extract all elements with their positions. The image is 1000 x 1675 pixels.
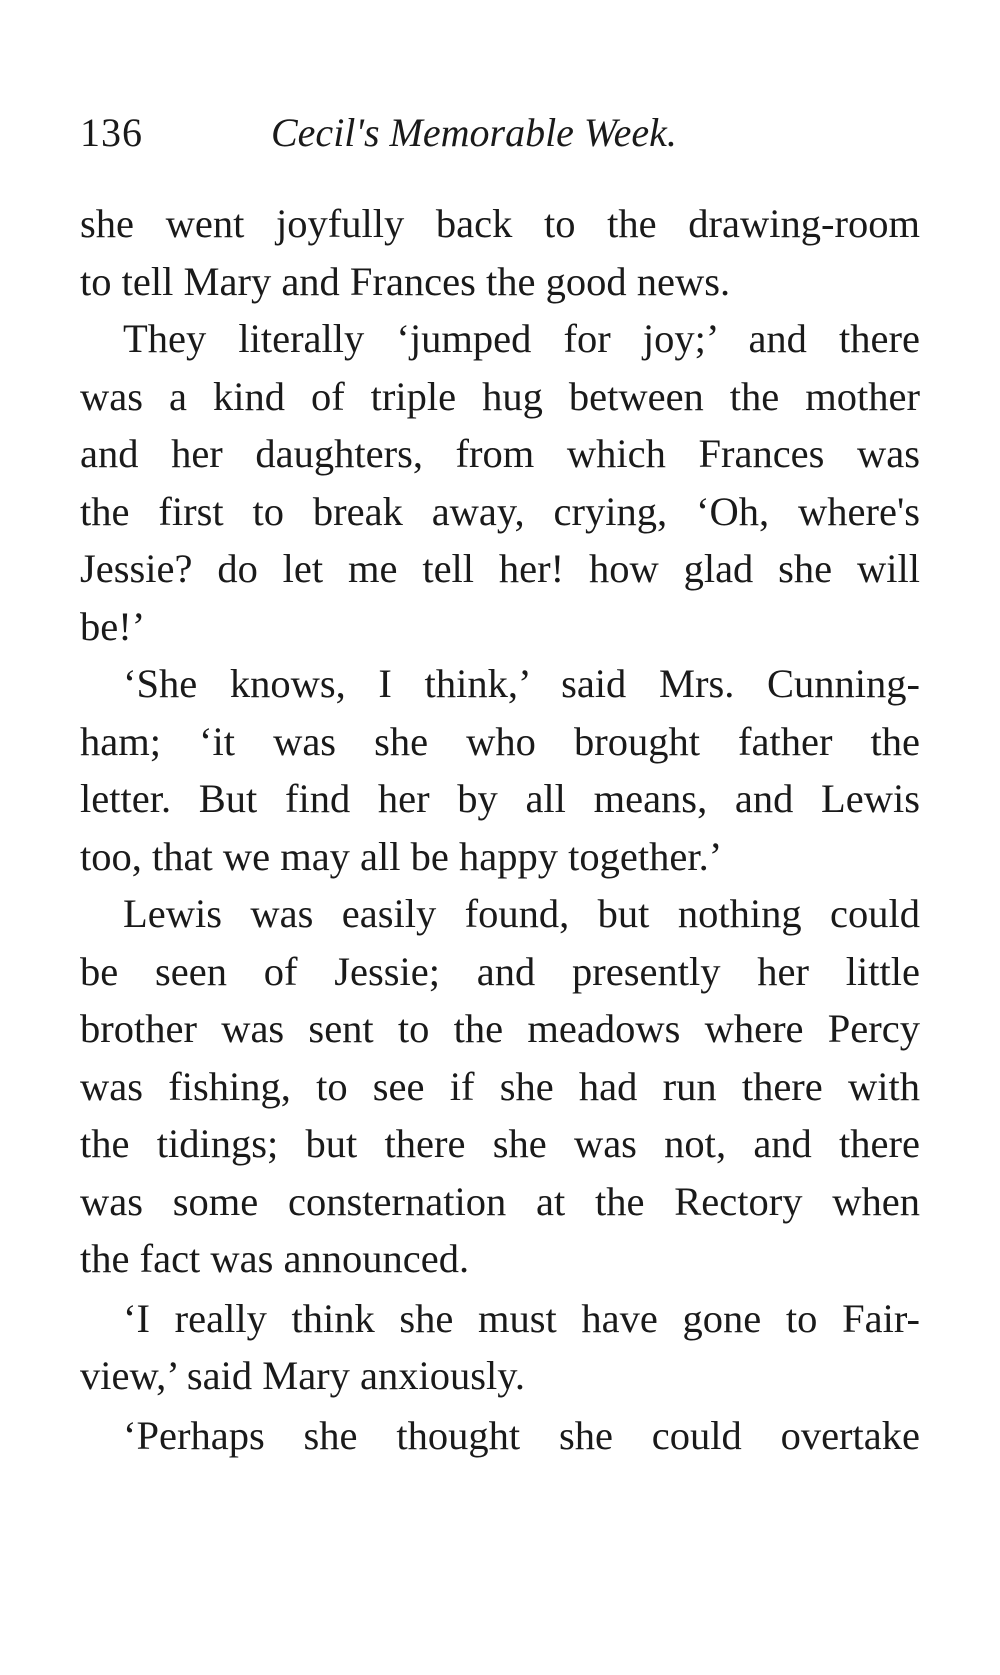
text-line: Lewis was easily found, but nothing could (123, 891, 920, 936)
text-line: the tidings; but there she was not, and there (80, 1121, 920, 1166)
body-text (80, 195, 920, 1464)
text-line: was fishing, to see if she had run there with (80, 1063, 920, 1109)
text-line: ‘I really think she must have gone to Fair- (123, 1295, 920, 1341)
page-number: 136 (80, 110, 143, 155)
text-line: ‘She knows, I think,’ said Mrs. Cunning- (123, 661, 920, 706)
running-head (80, 108, 920, 158)
text-line: and her daughters, from which Frances was (80, 431, 920, 476)
text-line: was a kind of triple hug between the mother (80, 373, 920, 419)
text-line: to tell Mary and Frances the good news. (80, 258, 731, 304)
text-line: too, that we may all be happy together.’ (80, 833, 723, 879)
text-line: view,’ said Mary anxiously. (80, 1353, 526, 1398)
text-line: They literally ‘jumped for joy;’ and there (123, 316, 920, 361)
running-title: Cecil's Memorable Week. (271, 110, 677, 155)
text-line: be seen of Jessie; and presently her little (80, 948, 920, 994)
text-line: she went joyfully back to the drawing-room (80, 201, 920, 246)
text-line: Jessie? do let me tell her! how glad she will (80, 546, 920, 591)
text-line: the fact was announced. (80, 1236, 470, 1281)
text-line: letter. But find her by all means, and Lewis (80, 776, 920, 821)
text-line: brother was sent to the meadows where Percy (80, 1006, 920, 1051)
text-line: be!’ (80, 603, 146, 649)
text-line: ham; ‘it was she who brought father the (80, 718, 920, 764)
text-line: the first to break away, crying, ‘Oh, where's (80, 488, 920, 534)
text-line: ‘Perhaps she thought she could overtake (123, 1412, 920, 1458)
text-line: was some consternation at the Rectory when (80, 1178, 920, 1224)
